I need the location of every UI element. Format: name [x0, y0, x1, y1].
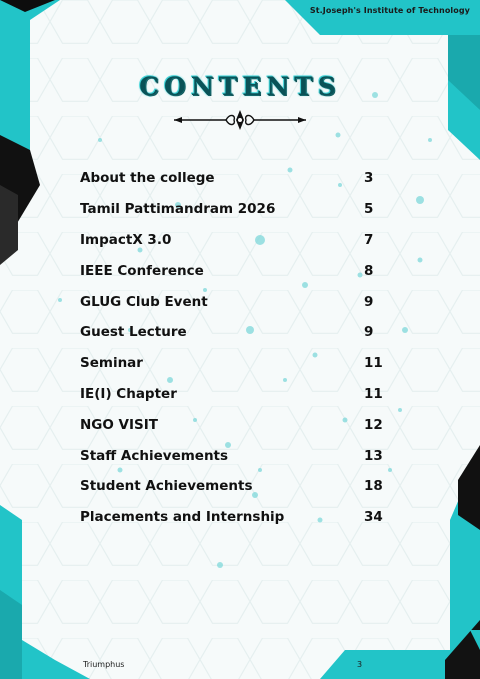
- toc-item-title: Student Achievements: [80, 478, 253, 495]
- toc-item[interactable]: [80, 317, 390, 348]
- toc-item-title: ImpactX 3.0: [80, 231, 172, 248]
- toc-item-page: 9: [364, 293, 374, 310]
- toc-item[interactable]: [80, 471, 390, 502]
- toc-item-page: 11: [364, 355, 383, 372]
- toc-item-page: 12: [364, 416, 383, 433]
- toc-item[interactable]: [80, 409, 390, 440]
- toc-item-title: Guest Lecture: [80, 324, 187, 341]
- toc-item-title: Placements and Internship: [80, 509, 285, 526]
- toc-item-title: NGO VISIT: [80, 416, 158, 433]
- toc-item[interactable]: [80, 255, 390, 286]
- toc-item-title: Seminar: [80, 355, 143, 372]
- toc-item-title: IEEE Conference: [80, 262, 204, 279]
- toc-item[interactable]: [80, 286, 390, 317]
- toc-item-page: 5: [364, 201, 374, 218]
- toc-item-title: GLUG Club Event: [80, 293, 208, 310]
- toc-item-page: 34: [364, 509, 383, 526]
- institute-name: St.Joseph's Institute of Technology: [309, 6, 470, 15]
- table-of-contents: [80, 163, 390, 533]
- toc-item-page: 3: [364, 170, 374, 187]
- footer-page-number: 3: [357, 660, 363, 669]
- toc-item[interactable]: [80, 440, 390, 471]
- toc-item-title: About the college: [80, 170, 215, 187]
- toc-item[interactable]: [80, 379, 390, 410]
- toc-item-page: 18: [364, 478, 383, 495]
- toc-item-page: 9: [364, 324, 374, 341]
- toc-item-page: 13: [364, 447, 383, 464]
- toc-item[interactable]: [80, 348, 390, 379]
- page-title: CONTENTS: [139, 72, 341, 101]
- toc-item-title: Staff Achievements: [80, 447, 229, 464]
- toc-item-title: Tamil Pattimandram 2026: [80, 201, 276, 218]
- toc-item-page: 8: [364, 262, 374, 279]
- toc-item[interactable]: [80, 502, 390, 533]
- ornament-divider-icon: [170, 107, 310, 133]
- toc-item-title: IE(I) Chapter: [80, 385, 177, 402]
- toc-item[interactable]: [80, 163, 390, 194]
- toc-item-page: 11: [364, 385, 383, 402]
- toc-item[interactable]: [80, 225, 390, 256]
- toc-item-page: 7: [364, 231, 374, 248]
- toc-item[interactable]: [80, 194, 390, 225]
- footer-magazine-name: Triumphus: [83, 660, 125, 669]
